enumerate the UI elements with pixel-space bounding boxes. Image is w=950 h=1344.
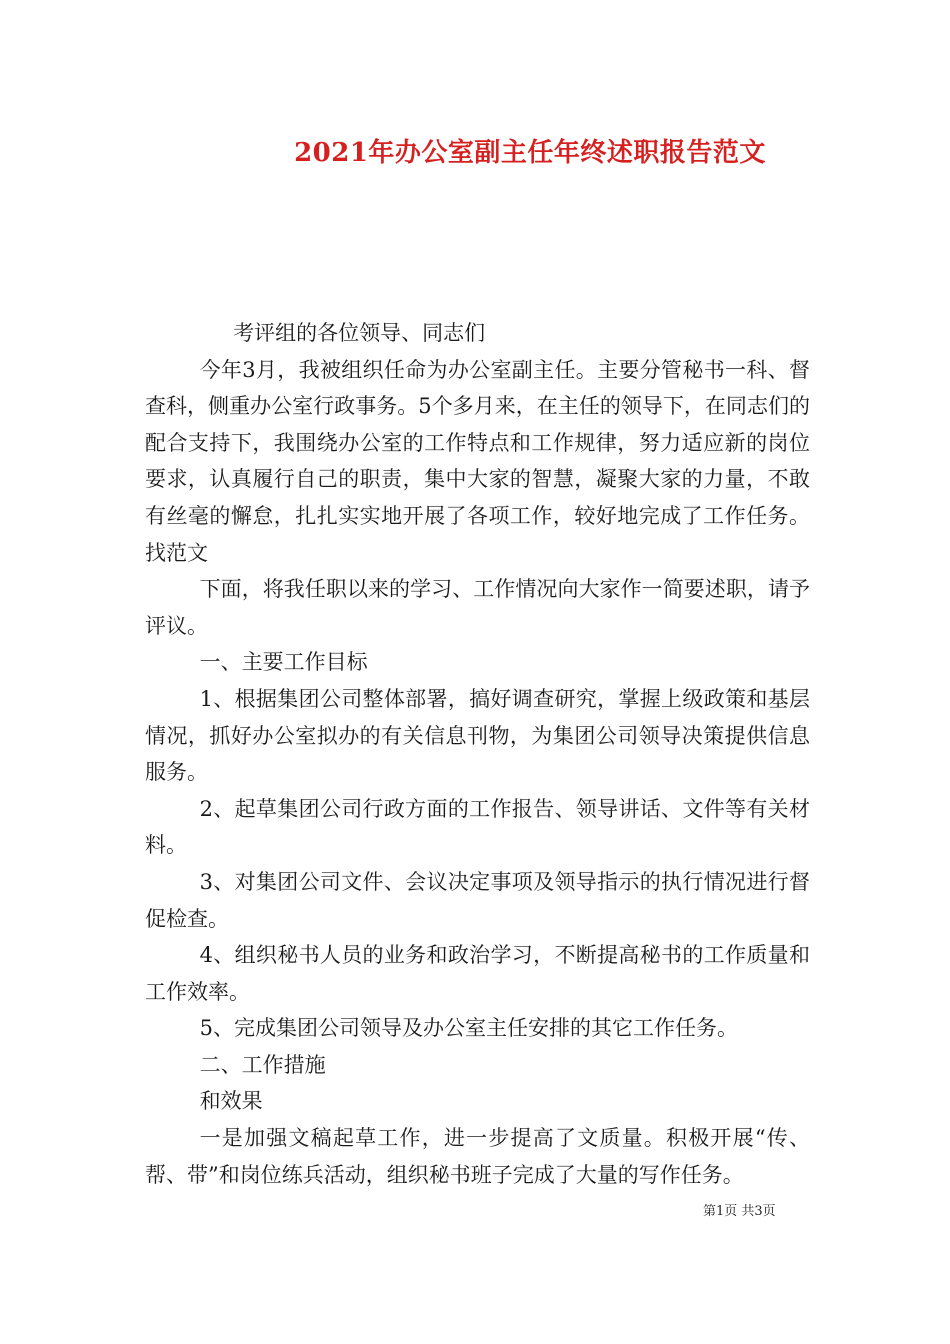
section-heading-measures-cont: 和效果	[199, 1089, 263, 1114]
section-heading-goals: 一、主要工作目标	[199, 650, 368, 675]
document-title: 2021年办公室副主任年终述职报告范文	[294, 138, 766, 168]
goal-item-2: 2、起草集团公司行政方面的工作报告、领导讲话、文件等有关材料。	[145, 796, 810, 858]
document-body	[145, 315, 810, 1193]
page-number-footer: 第1页 共3页	[703, 1204, 776, 1219]
paragraph-intro: 今年3月，我被组织任命为办公室副主任。主要分管秘书一科、督查科，侧重办公室行政事务。5个多月来，在主任的领导下，在同志们的配合支持下，我围绕办公室的工作特点和工作规律，努力适应新的岗位要求，认真履行自己的职责，集中大家的智慧，凝聚大家的力量，不敢有丝毫的懈怠，扎扎实实地开展了各项工作，较好地完成了工作任务。找范文	[145, 357, 810, 565]
measure-item-1: 一是加强文稿起草工作，进一步提高了文质量。积极开展“传、帮、带”和岗位练兵活动，组织秘书班子完成了大量的写作任务。	[145, 1126, 810, 1187]
goal-item-4: 4、组织秘书人员的业务和政治学习，不断提高秘书的工作质量和工作效率。	[145, 943, 810, 1004]
goal-item-1: 1、根据集团公司整体部署，搞好调查研究，掌握上级政策和基层情况，抓好办公室拟办的有关信息刊物，为集团公司领导决策提供信息服务。	[145, 686, 810, 785]
goal-item-3: 3、对集团公司文件、会议决定事项及领导指示的执行情况进行督促检查。	[145, 869, 810, 931]
paragraph-report-intro: 下面，将我任职以来的学习、工作情况向大家作一简要述职，请予评议。	[145, 577, 810, 638]
goal-item-5: 5、完成集团公司领导及办公室主任安排的其它工作任务。	[199, 1016, 738, 1041]
salutation: 考评组的各位领导、同志们	[233, 321, 486, 345]
section-heading-measures: 二、工作措施	[199, 1052, 326, 1077]
